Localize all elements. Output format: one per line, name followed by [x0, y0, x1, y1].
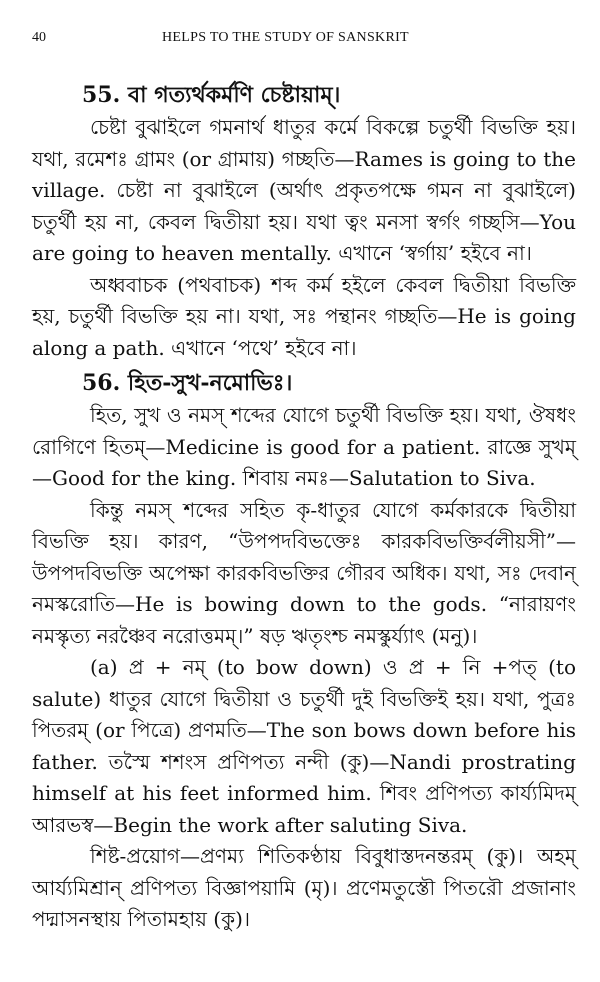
- paragraph: চেষ্টা বুঝাইলে গমনার্থ ধাতুর কর্মে বিকল্পে চতুর্থী বিভক্তি হয়। যথা, রমেশঃ গ্রামং (or গ্রামায়) গচ্ছতি—Rames is going to the village. চেষ্টা না বুঝাইলে (অর্থাৎ প্রকৃতপক্ষে গমন না বুঝাইলে) চতুর্থী হয় না, কেবল দ্বিতীয়া হয়। যথা ত্বং মনসা স্বর্গং গচ্ছসি—You are going to heaven mentally. এখানে ‘স্বর্গায়’ হইবে না।: [32, 115, 576, 265]
- running-header: [32, 0, 576, 44]
- page-number: 40: [32, 30, 46, 45]
- paragraph: কিন্তু নমস্ শব্দের সহিত কৃ-ধাতুর যোগে কর্মকারকে দ্বিতীয়া বিভক্তি হয়। কারণ, “উপপদবিভক্তেঃ কারকবিভক্তির্বলীয়সী”—উপপদবিভক্তি অপেক্ষা কারকবিভক্তির গৌরব অধিক। যথা, সঃ দেবান্ নমস্করোতি—He is bowing down to the gods. “নারায়ণং নমস্কৃত্য নরঞ্চৈব নরোত্তমম্।” ষড় ঋতৃংশ্চ নমস্কুর্য্যাৎ (মনু)।: [32, 497, 576, 648]
- section-56: [32, 366, 576, 936]
- paragraph: শিষ্ট-প্রয়োগ—প্রণম্য শিতিকণ্ঠায় বিবুধাস্তদনন্তরম্ (কু)। অহম্ আর্য্যমিশ্রান্ প্রণিপত্য বিজ্ঞাপয়ামি (মৃ)। প্রণেমতুস্তৌ পিতরৌ প্রজানাং পদ্মাসনস্থায় পিতামহায় (কু)।: [32, 844, 576, 931]
- paragraph: অধ্ববাচক (পথবাচক) শব্দ কর্ম হইলে কেবল দ্বিতীয়া বিভক্তি হয়, চতুর্থী বিভক্তি হয় না। যথা, সঃ পন্থানং গচ্ছতি—He is going along a path. এখানে ‘পথে’ হইবে না।: [32, 272, 576, 360]
- section-55: [32, 78, 576, 364]
- running-title: HELPS TO THE STUDY OF SANSKRIT: [162, 30, 409, 45]
- section-heading: 56. হিত-সুখ-নমোভিঃ।: [82, 370, 293, 396]
- page-body: [32, 78, 576, 936]
- section-heading: 55. বা গত্যর্থকর্মণি চেষ্টায়াম্।: [82, 82, 341, 108]
- paragraph: (a) প্র + নম্ (to bow down) ও প্র + নি +পত্ (to salute) ধাতুর যোগে দ্বিতীয়া ও চতুর্থী দুই বিভক্তিই হয়। যথা, পুত্রঃ পিতরম্ (or পিত্রে) প্রণমতি—The son bows down before his father. তস্মৈ শশংস প্রণিপত্য নন্দী (কু)—Nandi prostrating himself at his feet informed him. শিবং প্রণিপত্য কার্য্যমিদম্ আরভস্ব—Begin the work after saluting Siva.: [32, 655, 576, 837]
- paragraph: হিত, সুখ ও নমস্ শব্দের যোগে চতুর্থী বিভক্তি হয়। যথা, ঔষধং রোগিণে হিতম্—Medicine is good for a patient. রাজ্ঞে সুখম্—Good for the king. শিবায় নমঃ—Salutation to Siva.: [32, 403, 576, 490]
